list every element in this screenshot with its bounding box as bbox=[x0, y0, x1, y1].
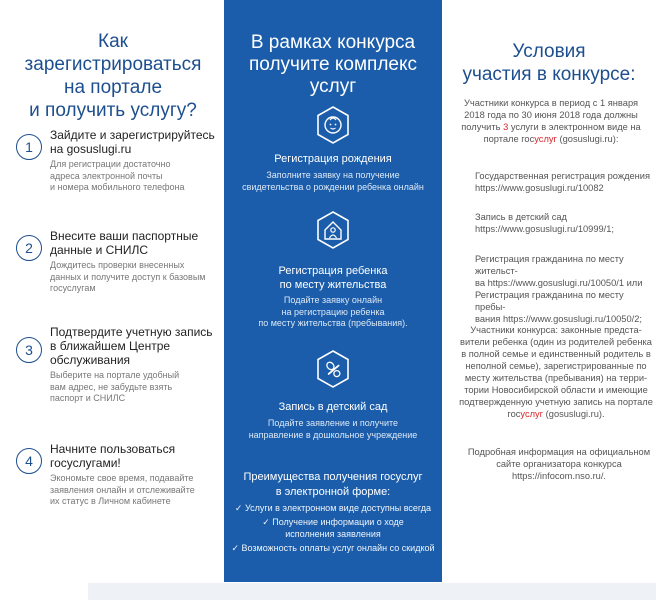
link-caption: Регистрация гражданина по месту пребы- bbox=[475, 290, 624, 312]
step-description-line: госуслугам bbox=[50, 283, 96, 293]
participants-conditions bbox=[458, 324, 654, 420]
step-description bbox=[50, 260, 222, 295]
participants-line: подтвержденную учетную запись на портале bbox=[459, 397, 653, 407]
step-heading-line: на gosuslugi.ru bbox=[50, 142, 132, 156]
participants-line: в полной семье и единственный родитель в bbox=[461, 349, 651, 359]
service-title-line: по месту жительства bbox=[279, 279, 387, 291]
step-description-line: данных и получите доступ к базовым bbox=[50, 271, 206, 282]
step-description-line: Для регистрации достаточно bbox=[50, 159, 171, 169]
participants-text: (gosuslugi.ru). bbox=[543, 409, 605, 419]
advantage-item bbox=[228, 517, 438, 540]
advantage-line: ✓ Возможность оплаты услуг онлайн со скидкой bbox=[231, 543, 435, 553]
advantage-item bbox=[228, 543, 438, 555]
service-url[interactable]: https://www.gosuslugi.ru/10082 bbox=[475, 183, 604, 193]
organizer-url[interactable]: https://infocom.nso.ru/. bbox=[511, 471, 607, 481]
advantage-line: ✓ Получение информации о ходе bbox=[262, 517, 404, 527]
service-description bbox=[232, 418, 434, 441]
step-description-line: вам адрес, не забудьте взять bbox=[50, 381, 173, 392]
participants-highlight: услуг bbox=[520, 409, 544, 419]
step-heading bbox=[50, 442, 222, 470]
link-caption: Регистрация гражданина по месту жительст- bbox=[475, 254, 624, 276]
step-description-line: паспорт и СНИЛС bbox=[50, 393, 126, 403]
step-description-line: адреса электронной почты bbox=[50, 170, 163, 181]
service-description-line: Подайте заявление и получите bbox=[267, 418, 399, 428]
center-title-line: получите комплекс услуг bbox=[249, 54, 417, 97]
service-description-line: свидетельства о рождении ребенка онлайн bbox=[242, 181, 424, 192]
services-column bbox=[224, 0, 442, 582]
advantages-title-line: Преимущества получения госуслуг bbox=[243, 471, 423, 483]
advantages-title bbox=[232, 470, 434, 500]
service-title bbox=[232, 152, 434, 166]
step-heading-line: госуслугами! bbox=[50, 456, 121, 470]
link-caption: Государственная регистрация рождения bbox=[475, 171, 651, 181]
step-heading-line: Начните пользоваться bbox=[50, 442, 176, 456]
advantage-line: ✓ Услуги в электронном виде доступны всегда bbox=[234, 503, 432, 513]
pacifier-icon bbox=[316, 350, 350, 388]
right-column-title bbox=[442, 40, 656, 86]
step-description bbox=[50, 159, 222, 194]
step-description-line: Выберите на портале удобный bbox=[50, 370, 180, 380]
step-description bbox=[50, 473, 222, 508]
service-link-residence bbox=[475, 253, 656, 325]
step-description-line: заявления онлайн и отслеживайте bbox=[50, 484, 195, 495]
participants-line: Участники конкурса: законные предста- bbox=[470, 325, 642, 335]
participants-line: неполной семье), зарегистрированные по bbox=[465, 361, 647, 371]
step-description-line: Экономьте свое время, подавайте bbox=[50, 473, 194, 483]
left-title-line: и получить услугу? bbox=[29, 100, 197, 121]
service-link-birth bbox=[475, 170, 655, 194]
step-heading-line: Подтвердите учетную запись bbox=[50, 325, 213, 339]
step-heading-line: Зайдите и зарегистрируйтесь bbox=[50, 128, 215, 142]
center-column-title bbox=[228, 32, 438, 98]
step-number-badge: 3 bbox=[16, 337, 42, 363]
step-number-badge: 2 bbox=[16, 235, 42, 261]
step-heading-line: обслуживания bbox=[50, 353, 131, 367]
service-title bbox=[232, 264, 434, 292]
participants-line bbox=[458, 408, 654, 420]
advantage-line: исполнения заявления bbox=[285, 528, 381, 539]
more-info-line: сайте организатора конкурса bbox=[496, 459, 622, 469]
intro-highlight: 3 bbox=[503, 122, 509, 132]
right-title-line: Условия bbox=[512, 41, 586, 62]
registration-steps-column bbox=[0, 0, 224, 582]
participants-line: месту жительства (пребывания) на терри- bbox=[464, 373, 648, 383]
step-description-line: и номера мобильного телефона bbox=[50, 182, 185, 192]
participants-line: вители ребенка (один из родителей ребенка bbox=[460, 337, 652, 347]
service-description-line: направление в дошкольное учреждение bbox=[248, 429, 418, 440]
step-heading-line: данные и СНИЛС bbox=[50, 243, 149, 257]
left-title-line: на портале bbox=[63, 77, 163, 98]
service-title-line: Регистрация ребенка bbox=[278, 265, 388, 277]
step-heading bbox=[50, 325, 222, 367]
service-description-line: по месту жительства (пребывания). bbox=[258, 318, 408, 328]
house-person-icon bbox=[316, 211, 350, 249]
step-number-badge: 4 bbox=[16, 448, 42, 474]
step-description bbox=[50, 370, 222, 405]
participants-text: гос bbox=[507, 409, 521, 419]
step-description-line: их статус в Личном кабинете bbox=[50, 496, 171, 506]
service-url[interactable]: вания https://www.gosuslugi.ru/10050/2; bbox=[475, 314, 642, 324]
service-description-line: Заполните заявку на получение bbox=[266, 170, 400, 180]
advantages-title-line: в электронной форме: bbox=[275, 486, 391, 498]
service-description bbox=[232, 170, 434, 193]
step-number-badge: 1 bbox=[16, 134, 42, 160]
baby-icon bbox=[316, 106, 350, 144]
intro-line bbox=[448, 133, 654, 145]
step-heading-line: Внесите ваши паспортные bbox=[50, 229, 199, 243]
intro-highlight: услуг bbox=[534, 134, 557, 144]
service-title-line: Регистрация рождения bbox=[274, 153, 392, 165]
service-description-line: на регистрацию ребенка bbox=[281, 306, 385, 317]
more-info-line: Подробная информация на официальном bbox=[467, 447, 651, 457]
step-heading bbox=[50, 229, 222, 257]
intro-line bbox=[448, 121, 654, 133]
service-description bbox=[232, 295, 434, 330]
center-title-line: В рамках конкурса bbox=[250, 32, 416, 53]
intro-text: получить bbox=[461, 122, 504, 132]
bottom-strip bbox=[88, 583, 656, 600]
advantage-item bbox=[228, 503, 438, 515]
step-heading-line: в ближайшем Центре bbox=[50, 339, 171, 353]
conditions-intro bbox=[448, 97, 654, 145]
intro-text: услуги в электронном виде на bbox=[508, 122, 641, 132]
service-title-line: Запись в детский сад bbox=[278, 401, 388, 413]
intro-line: Участники конкурса в период с 1 января bbox=[463, 98, 639, 108]
conditions-column bbox=[442, 0, 656, 582]
participants-line: тории Новосибирской области и имеющие bbox=[464, 385, 648, 395]
service-description-line: Подайте заявку онлайн bbox=[283, 295, 383, 305]
step-heading bbox=[50, 128, 222, 156]
step-description-line: Дождитесь проверки внесенных bbox=[50, 260, 185, 270]
right-title-line: участия в конкурсе: bbox=[462, 64, 636, 85]
intro-text: портале гос bbox=[483, 134, 535, 144]
more-info bbox=[462, 446, 656, 482]
service-url[interactable]: ва https://www.gosuslugi.ru/10050/1 или bbox=[475, 278, 643, 288]
intro-line: 2018 года по 30 июня 2018 года должны bbox=[464, 110, 638, 120]
intro-text: (gosuslugi.ru): bbox=[556, 134, 619, 144]
service-link-kindergarten bbox=[475, 211, 655, 235]
left-column-title bbox=[10, 30, 216, 122]
left-title-line: Как зарегистрироваться bbox=[24, 31, 202, 75]
service-url[interactable]: https://www.gosuslugi.ru/10999/1; bbox=[475, 224, 615, 234]
link-caption: Запись в детский сад bbox=[475, 212, 567, 222]
service-title bbox=[232, 400, 434, 414]
